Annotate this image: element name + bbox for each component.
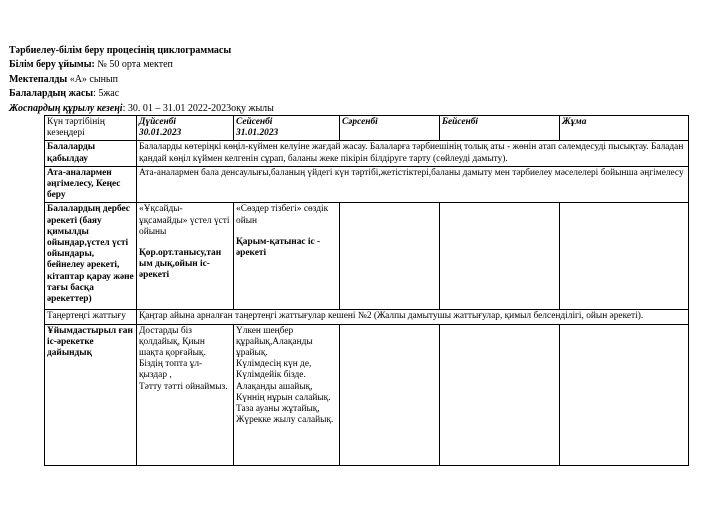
prep-thursday <box>440 324 560 465</box>
table-row-parents <box>45 166 689 203</box>
schedule-table <box>44 115 689 466</box>
header-cell-monday <box>137 116 234 141</box>
prep-monday-line: шақта қорғайық. <box>139 348 206 359</box>
exercise-label: Таңертеңгі жаттығу <box>45 310 137 324</box>
tuesday-label: Сейсенбі <box>236 117 273 127</box>
prep-monday-line: қолдайық, Қиын <box>139 336 205 347</box>
independent-friday <box>560 203 689 310</box>
header-cell-friday: Жұма <box>560 116 689 141</box>
prep-friday <box>560 324 689 465</box>
monday-date: 30.01.2023 <box>139 128 182 139</box>
prep-tuesday-line: Жүрекке жылу салайық. <box>236 415 334 426</box>
header-cell-wednesday: Сәрсенбі <box>340 116 440 141</box>
prep-monday-line: Достарды біз <box>139 325 192 336</box>
prep-tuesday-line: Алақанды ашайық, <box>236 381 313 392</box>
header-cell-period: Күн тәртібінің кезеңдері <box>45 116 137 141</box>
independent-tuesday <box>234 203 340 310</box>
independent-monday-title: «Ұқсайды-ұқсамайды» үстел үсті ойыны <box>139 204 230 237</box>
table-row-reception <box>45 141 689 166</box>
prep-label: Ұйымдастырыл ған іс-әрекетке дайындық <box>45 324 137 465</box>
header-cell-tuesday <box>234 116 340 141</box>
prep-tuesday-line: құрайық,Алақанды <box>236 336 313 347</box>
tuesday-date: 31.01.2023 <box>236 128 279 139</box>
prep-tuesday <box>234 324 340 465</box>
prep-monday-line: Тәтту тәтті ойнаймыз. <box>139 381 228 392</box>
group-label: Мектепалды <box>9 73 68 85</box>
org-line <box>9 58 274 72</box>
prep-tuesday-line: Күлімдейік бізде. <box>236 370 306 381</box>
reception-label: Балаларды қабылдау <box>45 141 137 166</box>
prep-tuesday-line: Күлімдесің күн де, <box>236 359 312 370</box>
prep-tuesday-line: Таза ауаны жұтайық, <box>236 404 320 415</box>
prep-tuesday-line: ұрайық. <box>236 348 268 359</box>
independent-label: Балалардың дербес әрекеті (баяу қимылды ойындар,үстел үсті ойындары, бейнелеу әрекеті, кітаптар қарау және тағы басқа әрекеттер) <box>45 203 137 310</box>
exercise-text: Қаңтар айына арналған таңертеңгі жаттығулар кешені №2 (Жалпы дамытушы жаттығулар, қимыл белсенділігі, ойын әрекеті). <box>137 310 689 324</box>
parents-label: Ата-аналармен әңгімелесу, Кеңес беру <box>45 166 137 203</box>
period-line <box>9 102 274 116</box>
prep-monday-line: қыздар , <box>139 370 172 381</box>
independent-monday-activity: Қор.орт.танысу,тан ым дық,ойын іс- әрекеті <box>139 248 222 281</box>
table-header-row <box>45 116 689 141</box>
reception-text: Балаларды көтеріңкі көңіл-күймен келуіне жағдай жасау. Балаларға тәрбиешінің толық аты - жөнін атап сәлемдесуді пысықтау. Баладан қандай көңіл күймен келгенін сұрап, баланы жеке пікірін білдіруге тарту (сөйлеуді дамыту). <box>137 141 689 166</box>
parents-text: Ата-аналармен бала денсаулығы,баланың үйдегі күн тәртібі,жетістіктері,баланы дамыту мен тәрбиелеу мәселелері бойынша әңгімелесу <box>137 166 689 203</box>
independent-thursday <box>440 203 560 310</box>
age-label: Балалардың жасы <box>9 88 94 100</box>
period-value: : 30. 01 – 31.01 2022-2023оқу жылы <box>122 102 274 114</box>
prep-wednesday <box>340 324 440 465</box>
age-line <box>9 87 274 101</box>
prep-tuesday-line: Үлкен шеңбер <box>236 325 294 336</box>
independent-tuesday-title: «Сөздер тізбегі» сөздік ойын <box>236 204 329 226</box>
header-cell-thursday: Бейсенбі <box>440 116 560 141</box>
group-value: «А» сынып <box>67 73 118 85</box>
document-title: Тәрбиелеу-білім беру процесінің циклограммасы <box>9 45 232 56</box>
prep-monday <box>137 324 234 465</box>
document-header <box>9 44 274 116</box>
group-line <box>9 73 274 87</box>
prep-monday-line: Біздің топта ұл- <box>139 359 203 370</box>
period-label: Жоспардың құрылу кезеңі <box>9 102 123 114</box>
independent-wednesday <box>340 203 440 310</box>
table-row-independent <box>45 203 689 310</box>
independent-tuesday-activity: Қарым-қатынас іс - әрекеті <box>236 236 321 259</box>
table-row-prep <box>45 324 689 465</box>
table-row-exercise <box>45 310 689 324</box>
org-label: Білім беру ұйымы: <box>9 59 95 71</box>
age-value: : 5жас <box>93 88 120 100</box>
independent-monday <box>137 203 234 310</box>
prep-tuesday-line: Күннің нұрын салайық. <box>236 392 331 403</box>
org-value: № 50 орта мектеп <box>94 59 173 71</box>
monday-label: Дүйсенбі <box>139 117 176 127</box>
